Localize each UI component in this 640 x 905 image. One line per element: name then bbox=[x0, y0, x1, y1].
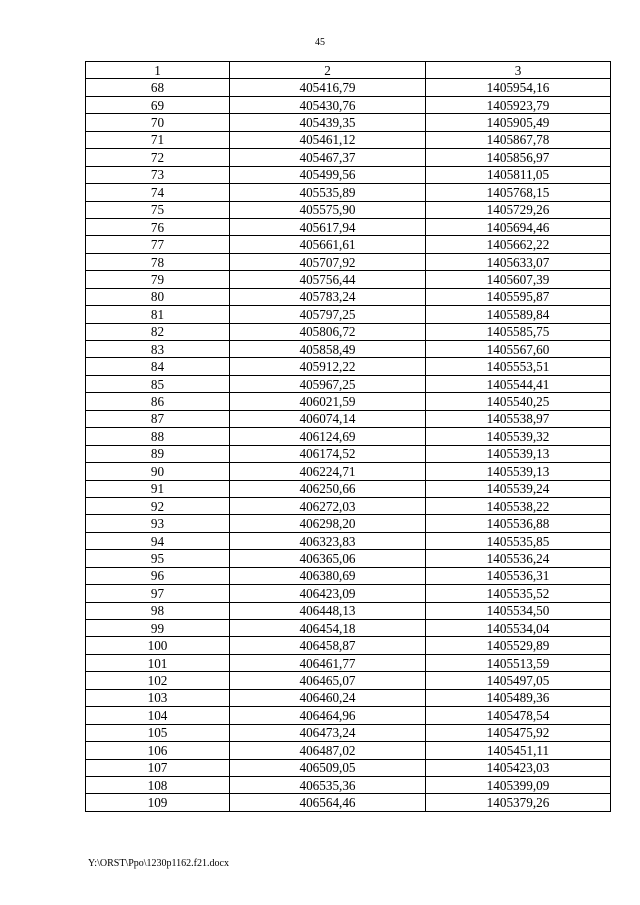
table-row bbox=[86, 375, 611, 392]
x-coordinate-cell: 406021,59 bbox=[230, 393, 426, 410]
point-number-cell: 73 bbox=[86, 166, 230, 183]
point-number-cell: 75 bbox=[86, 201, 230, 218]
point-number-cell: 69 bbox=[86, 96, 230, 113]
y-coordinate-cell: 1405535,85 bbox=[426, 532, 611, 549]
point-number-cell: 87 bbox=[86, 410, 230, 427]
y-coordinate-cell: 1405536,88 bbox=[426, 515, 611, 532]
y-coordinate-cell: 1405633,07 bbox=[426, 253, 611, 270]
x-coordinate-cell: 406423,09 bbox=[230, 585, 426, 602]
x-coordinate-cell: 406323,83 bbox=[230, 532, 426, 549]
x-coordinate-cell: 405756,44 bbox=[230, 271, 426, 288]
point-number-cell: 78 bbox=[86, 253, 230, 270]
column-header-number: 1 bbox=[86, 62, 230, 79]
point-number-cell: 89 bbox=[86, 445, 230, 462]
point-number-cell: 71 bbox=[86, 131, 230, 148]
x-coordinate-cell: 405912,22 bbox=[230, 358, 426, 375]
point-number-cell: 92 bbox=[86, 497, 230, 514]
x-coordinate-cell: 405806,72 bbox=[230, 323, 426, 340]
y-coordinate-cell: 1405729,26 bbox=[426, 201, 611, 218]
point-number-cell: 107 bbox=[86, 759, 230, 776]
y-coordinate-cell: 1405768,15 bbox=[426, 184, 611, 201]
table-row bbox=[86, 428, 611, 445]
x-coordinate-cell: 406124,69 bbox=[230, 428, 426, 445]
table-row bbox=[86, 410, 611, 427]
table-row bbox=[86, 341, 611, 358]
x-coordinate-cell: 406473,24 bbox=[230, 724, 426, 741]
x-coordinate-cell: 405575,90 bbox=[230, 201, 426, 218]
y-coordinate-cell: 1405534,50 bbox=[426, 602, 611, 619]
y-coordinate-cell: 1405538,97 bbox=[426, 410, 611, 427]
y-coordinate-cell: 1405607,39 bbox=[426, 271, 611, 288]
point-number-cell: 86 bbox=[86, 393, 230, 410]
x-coordinate-cell: 405467,37 bbox=[230, 149, 426, 166]
y-coordinate-cell: 1405954,16 bbox=[426, 79, 611, 96]
table-row bbox=[86, 306, 611, 323]
x-coordinate-cell: 406454,18 bbox=[230, 620, 426, 637]
table-row bbox=[86, 707, 611, 724]
y-coordinate-cell: 1405595,87 bbox=[426, 288, 611, 305]
table-row bbox=[86, 79, 611, 96]
x-coordinate-cell: 405430,76 bbox=[230, 96, 426, 113]
x-coordinate-cell: 405967,25 bbox=[230, 375, 426, 392]
table-row bbox=[86, 759, 611, 776]
table-row bbox=[86, 323, 611, 340]
table-row bbox=[86, 131, 611, 148]
table-row bbox=[86, 585, 611, 602]
x-coordinate-cell: 406464,96 bbox=[230, 707, 426, 724]
x-coordinate-cell: 406298,20 bbox=[230, 515, 426, 532]
y-coordinate-cell: 1405451,11 bbox=[426, 742, 611, 759]
column-header-x: 2 bbox=[230, 62, 426, 79]
table-row bbox=[86, 602, 611, 619]
point-number-cell: 84 bbox=[86, 358, 230, 375]
x-coordinate-cell: 406465,07 bbox=[230, 672, 426, 689]
table-row bbox=[86, 463, 611, 480]
x-coordinate-cell: 405661,61 bbox=[230, 236, 426, 253]
table-header-row bbox=[86, 62, 611, 79]
x-coordinate-cell: 406074,14 bbox=[230, 410, 426, 427]
point-number-cell: 96 bbox=[86, 567, 230, 584]
y-coordinate-cell: 1405534,04 bbox=[426, 620, 611, 637]
x-coordinate-cell: 405416,79 bbox=[230, 79, 426, 96]
table-row bbox=[86, 620, 611, 637]
table-row bbox=[86, 742, 611, 759]
table-row bbox=[86, 253, 611, 270]
point-number-cell: 83 bbox=[86, 341, 230, 358]
table-row bbox=[86, 550, 611, 567]
point-number-cell: 109 bbox=[86, 794, 230, 811]
y-coordinate-cell: 1405536,31 bbox=[426, 567, 611, 584]
y-coordinate-cell: 1405544,41 bbox=[426, 375, 611, 392]
point-number-cell: 105 bbox=[86, 724, 230, 741]
table-row bbox=[86, 672, 611, 689]
y-coordinate-cell: 1405497,05 bbox=[426, 672, 611, 689]
x-coordinate-cell: 405461,12 bbox=[230, 131, 426, 148]
y-coordinate-cell: 1405539,24 bbox=[426, 480, 611, 497]
table-row bbox=[86, 567, 611, 584]
point-number-cell: 77 bbox=[86, 236, 230, 253]
x-coordinate-cell: 406448,13 bbox=[230, 602, 426, 619]
table-body bbox=[86, 79, 611, 811]
page-number: 45 bbox=[315, 37, 325, 48]
point-number-cell: 81 bbox=[86, 306, 230, 323]
table-row bbox=[86, 445, 611, 462]
point-number-cell: 99 bbox=[86, 620, 230, 637]
point-number-cell: 82 bbox=[86, 323, 230, 340]
table-row bbox=[86, 532, 611, 549]
point-number-cell: 94 bbox=[86, 532, 230, 549]
y-coordinate-cell: 1405867,78 bbox=[426, 131, 611, 148]
table-row bbox=[86, 149, 611, 166]
y-coordinate-cell: 1405540,25 bbox=[426, 393, 611, 410]
table-row bbox=[86, 271, 611, 288]
point-number-cell: 85 bbox=[86, 375, 230, 392]
y-coordinate-cell: 1405478,54 bbox=[426, 707, 611, 724]
y-coordinate-cell: 1405923,79 bbox=[426, 96, 611, 113]
y-coordinate-cell: 1405379,26 bbox=[426, 794, 611, 811]
point-number-cell: 79 bbox=[86, 271, 230, 288]
table-row bbox=[86, 724, 611, 741]
table-row bbox=[86, 201, 611, 218]
y-coordinate-cell: 1405423,03 bbox=[426, 759, 611, 776]
x-coordinate-cell: 406174,52 bbox=[230, 445, 426, 462]
y-coordinate-cell: 1405662,22 bbox=[426, 236, 611, 253]
point-number-cell: 72 bbox=[86, 149, 230, 166]
point-number-cell: 74 bbox=[86, 184, 230, 201]
x-coordinate-cell: 406487,02 bbox=[230, 742, 426, 759]
table-row bbox=[86, 358, 611, 375]
table-row bbox=[86, 497, 611, 514]
x-coordinate-cell: 405797,25 bbox=[230, 306, 426, 323]
table-row bbox=[86, 288, 611, 305]
table-row bbox=[86, 654, 611, 671]
point-number-cell: 90 bbox=[86, 463, 230, 480]
point-number-cell: 102 bbox=[86, 672, 230, 689]
table-row bbox=[86, 480, 611, 497]
y-coordinate-cell: 1405539,13 bbox=[426, 463, 611, 480]
point-number-cell: 70 bbox=[86, 114, 230, 131]
footer-file-path: Y:\ORST\Ppo\1230p1162.f21.docx bbox=[88, 858, 229, 869]
x-coordinate-cell: 406272,03 bbox=[230, 497, 426, 514]
y-coordinate-cell: 1405585,75 bbox=[426, 323, 611, 340]
point-number-cell: 104 bbox=[86, 707, 230, 724]
x-coordinate-cell: 405535,89 bbox=[230, 184, 426, 201]
y-coordinate-cell: 1405399,09 bbox=[426, 776, 611, 793]
point-number-cell: 97 bbox=[86, 585, 230, 602]
point-number-cell: 103 bbox=[86, 689, 230, 706]
table-row bbox=[86, 689, 611, 706]
y-coordinate-cell: 1405567,60 bbox=[426, 341, 611, 358]
y-coordinate-cell: 1405539,13 bbox=[426, 445, 611, 462]
table-row bbox=[86, 794, 611, 811]
x-coordinate-cell: 405858,49 bbox=[230, 341, 426, 358]
x-coordinate-cell: 405499,56 bbox=[230, 166, 426, 183]
point-number-cell: 98 bbox=[86, 602, 230, 619]
table-row bbox=[86, 114, 611, 131]
point-number-cell: 80 bbox=[86, 288, 230, 305]
x-coordinate-cell: 406458,87 bbox=[230, 637, 426, 654]
table-row bbox=[86, 184, 611, 201]
point-number-cell: 106 bbox=[86, 742, 230, 759]
table-row bbox=[86, 393, 611, 410]
x-coordinate-cell: 406564,46 bbox=[230, 794, 426, 811]
y-coordinate-cell: 1405529,89 bbox=[426, 637, 611, 654]
x-coordinate-cell: 406460,24 bbox=[230, 689, 426, 706]
point-number-cell: 93 bbox=[86, 515, 230, 532]
x-coordinate-cell: 406224,71 bbox=[230, 463, 426, 480]
table-row bbox=[86, 637, 611, 654]
y-coordinate-cell: 1405513,59 bbox=[426, 654, 611, 671]
x-coordinate-cell: 406461,77 bbox=[230, 654, 426, 671]
x-coordinate-cell: 406365,06 bbox=[230, 550, 426, 567]
y-coordinate-cell: 1405856,97 bbox=[426, 149, 611, 166]
x-coordinate-cell: 405707,92 bbox=[230, 253, 426, 270]
point-number-cell: 100 bbox=[86, 637, 230, 654]
y-coordinate-cell: 1405535,52 bbox=[426, 585, 611, 602]
y-coordinate-cell: 1405694,46 bbox=[426, 218, 611, 235]
x-coordinate-cell: 406380,69 bbox=[230, 567, 426, 584]
y-coordinate-cell: 1405489,36 bbox=[426, 689, 611, 706]
y-coordinate-cell: 1405538,22 bbox=[426, 497, 611, 514]
y-coordinate-cell: 1405905,49 bbox=[426, 114, 611, 131]
y-coordinate-cell: 1405539,32 bbox=[426, 428, 611, 445]
point-number-cell: 88 bbox=[86, 428, 230, 445]
point-number-cell: 76 bbox=[86, 218, 230, 235]
x-coordinate-cell: 405783,24 bbox=[230, 288, 426, 305]
x-coordinate-cell: 406250,66 bbox=[230, 480, 426, 497]
point-number-cell: 68 bbox=[86, 79, 230, 96]
x-coordinate-cell: 406509,05 bbox=[230, 759, 426, 776]
table-row bbox=[86, 218, 611, 235]
coordinates-table bbox=[85, 61, 611, 812]
point-number-cell: 101 bbox=[86, 654, 230, 671]
y-coordinate-cell: 1405589,84 bbox=[426, 306, 611, 323]
y-coordinate-cell: 1405475,92 bbox=[426, 724, 611, 741]
table-row bbox=[86, 515, 611, 532]
x-coordinate-cell: 406535,36 bbox=[230, 776, 426, 793]
y-coordinate-cell: 1405553,51 bbox=[426, 358, 611, 375]
table-row bbox=[86, 166, 611, 183]
y-coordinate-cell: 1405811,05 bbox=[426, 166, 611, 183]
table-row bbox=[86, 96, 611, 113]
x-coordinate-cell: 405617,94 bbox=[230, 218, 426, 235]
column-header-y: 3 bbox=[426, 62, 611, 79]
point-number-cell: 95 bbox=[86, 550, 230, 567]
table-row bbox=[86, 776, 611, 793]
table-row bbox=[86, 236, 611, 253]
y-coordinate-cell: 1405536,24 bbox=[426, 550, 611, 567]
point-number-cell: 91 bbox=[86, 480, 230, 497]
point-number-cell: 108 bbox=[86, 776, 230, 793]
x-coordinate-cell: 405439,35 bbox=[230, 114, 426, 131]
